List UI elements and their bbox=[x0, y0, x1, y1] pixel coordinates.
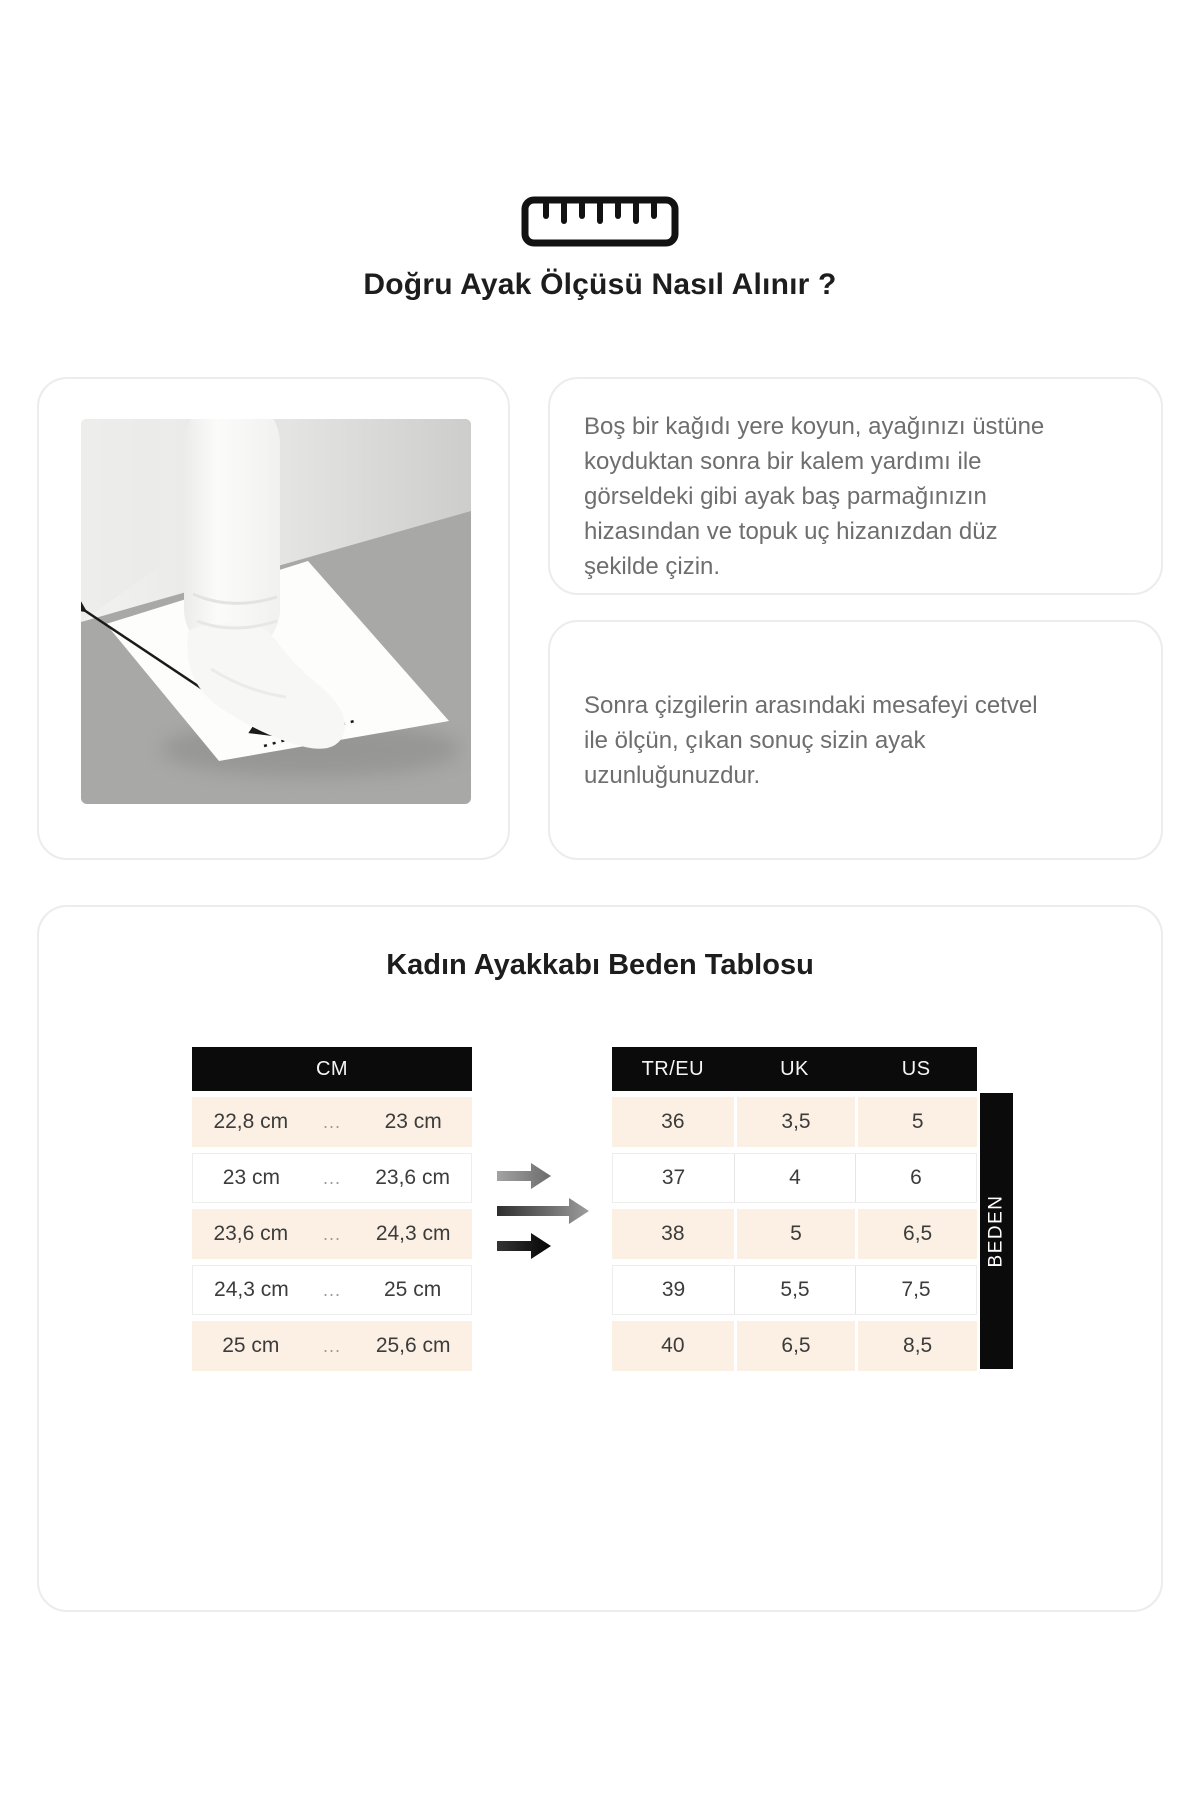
us-size: 6,5 bbox=[855, 1209, 977, 1259]
size-table-row bbox=[612, 1097, 977, 1147]
size-conversion-table bbox=[612, 1047, 977, 1371]
range-separator: ... bbox=[322, 1167, 341, 1188]
foot-measurement-photo bbox=[81, 419, 471, 804]
tr-eu-size: 40 bbox=[661, 1334, 685, 1357]
size-table-row bbox=[612, 1321, 977, 1371]
uk-size: 4 bbox=[734, 1154, 855, 1202]
instruction-step2-text: Sonra çizgilerin arasındaki mesafeyi cetvel ile ölçün, çıkan sonuç sizin ayak uzunluğunuzdur. bbox=[584, 691, 1038, 789]
uk-size: 6,5 bbox=[734, 1321, 856, 1371]
cm-min: 24,3 cm bbox=[214, 1278, 289, 1301]
instruction-step2-card bbox=[548, 620, 1163, 860]
tr-eu-size: 39 bbox=[661, 1278, 686, 1301]
cm-table-header: CM bbox=[192, 1047, 472, 1091]
cm-max: 23 cm bbox=[384, 1110, 442, 1133]
cm-max: 23,6 cm bbox=[375, 1166, 450, 1189]
cm-max: 25,6 cm bbox=[375, 1334, 451, 1357]
cm-max: 24,3 cm bbox=[375, 1222, 451, 1245]
cm-table-row bbox=[192, 1265, 472, 1315]
tr-eu-size: 37 bbox=[661, 1166, 686, 1189]
foot-photo-illustration bbox=[81, 419, 471, 804]
measurement-photo-card bbox=[37, 377, 510, 860]
size-table-row bbox=[612, 1153, 977, 1203]
col-header-tr-eu: TR/EU bbox=[641, 1057, 705, 1080]
conversion-arrows-icon bbox=[497, 1159, 597, 1264]
page-title: Doğru Ayak Ölçüsü Nasıl Alınır ? bbox=[363, 268, 837, 301]
range-separator: ... bbox=[322, 1223, 341, 1244]
size-table-header-row bbox=[612, 1047, 977, 1091]
size-table-row bbox=[612, 1265, 977, 1315]
uk-size: 3,5 bbox=[734, 1097, 856, 1147]
cm-table-row bbox=[192, 1209, 472, 1259]
instruction-step1-text: Boş bir kağıdı yere koyun, ayağınızı üstüne koyduktan sonra bir kalem yardımı ile görseldeki gibi ayak baş parmağınızın hizasından ve topuk uç hizanızdan düz şekilde çizin. bbox=[584, 413, 1045, 580]
instruction-step1-card bbox=[548, 377, 1163, 595]
beden-side-bar bbox=[980, 1093, 1013, 1369]
uk-size: 5,5 bbox=[734, 1266, 855, 1314]
us-size: 7,5 bbox=[855, 1266, 976, 1314]
us-size: 5 bbox=[855, 1097, 977, 1147]
range-separator: ... bbox=[322, 1335, 341, 1356]
tr-eu-size: 36 bbox=[661, 1110, 685, 1133]
col-header-us: US bbox=[901, 1057, 931, 1080]
col-header-uk: UK bbox=[780, 1057, 809, 1080]
size-table-card bbox=[37, 905, 1163, 1612]
range-separator: ... bbox=[322, 1279, 341, 1300]
cm-table-row bbox=[192, 1097, 472, 1147]
cm-table-row bbox=[192, 1321, 472, 1371]
range-separator: ... bbox=[322, 1111, 341, 1132]
ruler-icon bbox=[521, 196, 679, 248]
cm-min: 25 cm bbox=[222, 1334, 280, 1357]
beden-label: BEDEN bbox=[985, 1194, 1007, 1268]
cm-min: 23,6 cm bbox=[213, 1222, 289, 1245]
us-size: 8,5 bbox=[855, 1321, 977, 1371]
size-table-row bbox=[612, 1209, 977, 1259]
cm-table bbox=[192, 1047, 472, 1371]
cm-min: 22,8 cm bbox=[213, 1110, 289, 1133]
cm-min: 23 cm bbox=[222, 1166, 280, 1189]
size-table-title: Kadın Ayakkabı Beden Tablosu bbox=[386, 949, 814, 981]
uk-size: 5 bbox=[734, 1209, 856, 1259]
tr-eu-size: 38 bbox=[661, 1222, 685, 1245]
us-size: 6 bbox=[855, 1154, 976, 1202]
cm-max: 25 cm bbox=[384, 1278, 442, 1301]
cm-table-row bbox=[192, 1153, 472, 1203]
